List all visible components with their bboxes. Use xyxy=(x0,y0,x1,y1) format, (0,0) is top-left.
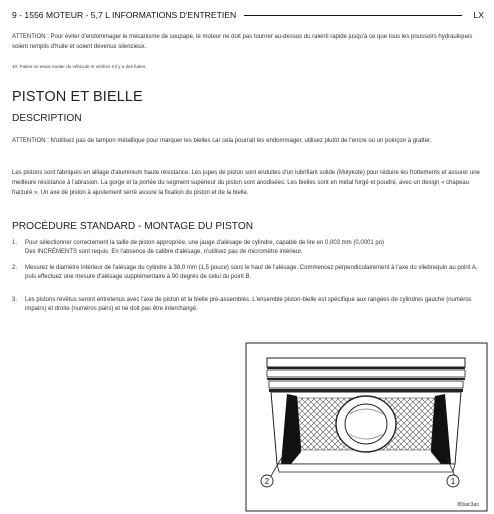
list-item xyxy=(12,239,482,258)
intro-attention: ATTENTION : Pour éviter d'endommager le mécanisme de soupape, le moteur ne doit pas tourner au-dessus du ralenti rapide jusqu'à ce que tous les poussoirs hydrauliques soient remplis d'huile et soient devenus silencieux. xyxy=(12,34,473,50)
piston-figure xyxy=(245,342,488,512)
figure-code: 80sac3ao xyxy=(457,502,479,508)
procedure-step-2 xyxy=(12,264,482,283)
procedure-step-3 xyxy=(12,296,482,315)
callout-1: 1 xyxy=(450,477,456,486)
list-item xyxy=(12,264,482,283)
description-body: Les pistons sont fabriqués en alliage d'aluminium haute résistance. Les jupes de piston sont enduites d'un lubrifiant solide (Molykote) pour réduire les frottements et assurer une meilleure résistance à l'abrasion. La gorge et la portée du segment supérieur du piston sont anodisées. Les bielles sont en métal forgé et poudré, avec un design « chapeau fracturé ». Un axe de piston à ajustement serré assure la fixation du piston et de la bielle. xyxy=(12,170,480,196)
header-title: 9 - 1556 MOTEUR - 5,7 L INFORMATIONS D'ENTRETIEN xyxy=(12,10,237,20)
procedure-heading: PROCÉDURE STANDARD - MONTAGE DU PISTON xyxy=(12,221,254,232)
header-rule xyxy=(244,15,462,16)
section-title: PISTON ET BIELLE xyxy=(12,89,143,105)
intro-step-10: 10. Faites un essai routier du véhicule et vérifiez s'il y a des fuites. xyxy=(12,64,147,69)
header-code: LX xyxy=(473,10,484,20)
step-text: Les pistons revêtus seront entretenus avec l'axe de piston et la bielle pré-assemblés. L'ensemble piston-bielle est spécifique aux rangées de cylindres gauche (numéros impairs) et droite (numéros pairs) et ne doit pas être interchangé. xyxy=(25,297,472,313)
step-text: Mesurez le diamètre intérieur de l'alésage du cylindre à 38,0 mm (1,5 pouce) sous le haut de l'alésage. Commencez perpendiculairement à l'axe du vilebrequin au point A, puis effectuez une mesure d'alésage supplémentaire à 90 degrés de celui du point B. xyxy=(25,265,478,281)
step-number: 1. xyxy=(12,240,18,246)
list-item xyxy=(12,296,482,315)
step-text-continued: Des INCRÉMENTS sont requis. En l'absence de calibre d'alésage, n'utilisez pas de micromètre intérieur. xyxy=(25,249,303,256)
description-attention: ATTENTION : N'utilisez pas de tampon métallique pour marquer les bielles car cela pourrait les endommager, utilisez plutôt de l'encre ou un poinçon à gratter. xyxy=(12,138,432,144)
page-header xyxy=(12,8,484,22)
step-number: 3. xyxy=(12,297,18,303)
callout-2: 2 xyxy=(264,477,270,486)
step-text: Pour sélectionner correctement la taille de piston appropriée, une jauge d'alésage de cylindre, capable de lire en 0,003 mm (0,0001 po) xyxy=(25,240,385,246)
step-number: 2. xyxy=(12,265,18,271)
piston-illustration xyxy=(245,342,488,512)
description-heading: DESCRIPTION xyxy=(12,113,82,124)
procedure-step-1 xyxy=(12,239,482,258)
